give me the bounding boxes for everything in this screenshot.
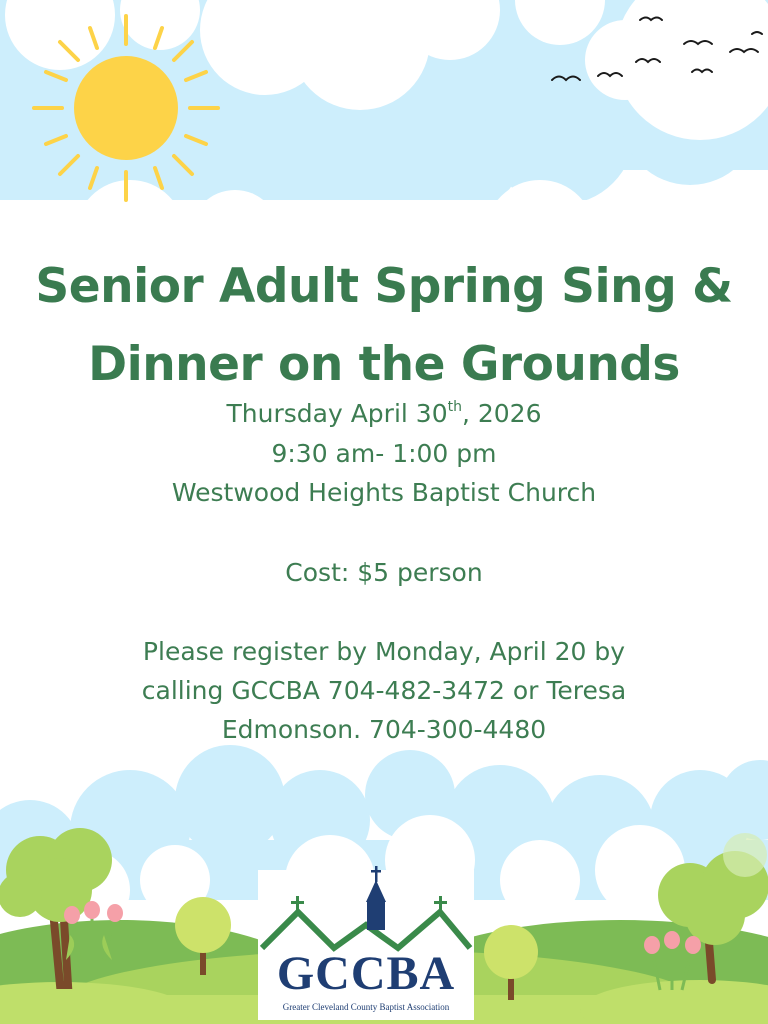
event-title-line-2: Dinner on the Grounds (88, 337, 680, 392)
logo-tagline: Greater Cleveland County Baptist Association (282, 1002, 450, 1012)
event-cost: Cost: $5 person (285, 558, 483, 587)
event-date-prefix: Thursday April 30 (226, 399, 448, 428)
event-time: 9:30 am- 1:00 pm (271, 439, 497, 468)
event-date-year: , 2026 (461, 399, 542, 428)
event-title-line-1: Senior Adult Spring Sing & (35, 259, 733, 314)
logo-name: GCCBA (276, 947, 456, 1000)
event-location: Westwood Heights Baptist Church (171, 478, 597, 507)
registration-line-3: Edmonson. 704-300-4480 (221, 715, 547, 744)
registration-line-2: calling GCCBA 704-482-3472 or Teresa (141, 676, 627, 705)
registration-line-1: Please register by Monday, April 20 by (142, 637, 626, 666)
sun-icon (34, 16, 218, 200)
event-date-ordinal: th (447, 399, 462, 415)
event-date (0, 394, 768, 434)
